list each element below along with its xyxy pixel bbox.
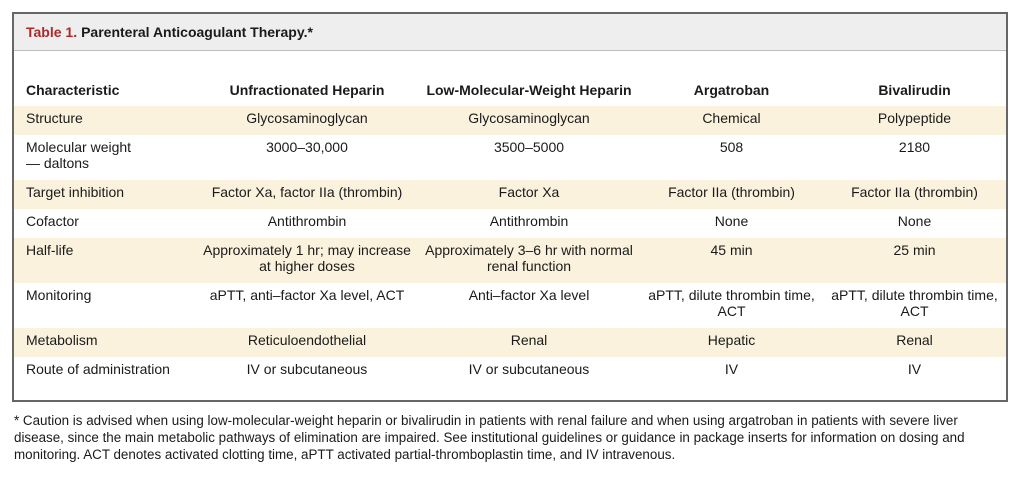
table-cell: Renal [823,328,1006,357]
table-cell: Factor IIa (thrombin) [823,180,1006,209]
table-cell: IV or subcutaneous [246,361,368,377]
table-cell: aPTT, dilute thrombin time, ACT [831,287,998,319]
table-cell: Chemical [640,106,823,135]
table-cell: None [897,213,932,229]
table-title-bar [14,14,1006,51]
header-unfractionated-heparin: Unfractionated Heparin [229,82,385,98]
table-cell: IV [724,361,739,377]
table-cell: 25 min [823,238,1006,283]
table-cell: Factor IIa (thrombin) [640,180,823,209]
table-cell: Anti–factor Xa level [468,287,590,303]
table-row [14,135,1006,180]
table-cell: 2180 [898,139,931,155]
table-row [14,283,1006,328]
row-label: Molecular weight — daltons [26,139,132,171]
table-cell: Factor Xa, factor IIa (thrombin) [196,180,418,209]
table-cell: Hepatic [640,328,823,357]
table-label: Table 1. [26,24,78,40]
table-cell: aPTT, anti–factor Xa level, ACT [209,287,405,303]
header-characteristic: Characteristic [26,82,120,98]
table-cell: Factor Xa [418,180,640,209]
table-cell: Approximately 3–6 hr with normal renal function [418,238,640,283]
header-argatroban: Argatroban [693,82,770,98]
row-label: Structure [14,106,196,135]
table-cell: Glycosaminoglycan [418,106,640,135]
table-cell: Antithrombin [489,213,569,229]
row-label: Route of administration [26,361,170,377]
table-cell: Antithrombin [267,213,347,229]
row-label: Metabolism [14,328,196,357]
table-cell: 3500–5000 [493,139,565,155]
table-row [14,106,1006,135]
table-footnote: * Caution is advised when using low-molecular-weight heparin or bivalirudin in patients with renal failure and when using argatroban in patients with severe liver disease, since the main metabolic pathways of elimination are impaired. See institutional guidelines or guidance in package inserts for information on dosing and monitoring. ACT denotes activated clotting time, aPTT activated partial-thromboplastin time, and IV intravenous. [14,413,965,462]
header-lmw-heparin: Low-Molecular-Weight Heparin [426,82,632,98]
row-label: Monitoring [26,287,92,303]
table-cell: IV [907,361,922,377]
table-row [14,328,1006,357]
row-label: Cofactor [26,213,79,229]
header-row [14,58,1006,106]
table-title: Parenteral Anticoagulant Therapy.* [81,24,313,40]
table-cell: None [714,213,749,229]
anticoagulant-table [14,58,1006,386]
table-cell: 3000–30,000 [266,139,348,155]
table-row [14,238,1006,283]
table-row [14,209,1006,238]
row-label: Half-life [14,238,196,283]
table-cell: aPTT, dilute thrombin time, ACT [648,287,815,319]
table-cell: Glycosaminoglycan [196,106,418,135]
table-cell: 508 [719,139,744,155]
table-row [14,180,1006,209]
table-cell: Polypeptide [823,106,1006,135]
table-cell: Reticuloendothelial [196,328,418,357]
header-bivalirudin: Bivalirudin [878,82,951,98]
table-cell: IV or subcutaneous [468,361,590,377]
table-frame [12,12,1008,402]
table-cell: Renal [418,328,640,357]
table-row [14,357,1006,386]
table-cell: 45 min [640,238,823,283]
table-cell: Approximately 1 hr; may increase at higher doses [196,238,418,283]
row-label: Target inhibition [14,180,196,209]
